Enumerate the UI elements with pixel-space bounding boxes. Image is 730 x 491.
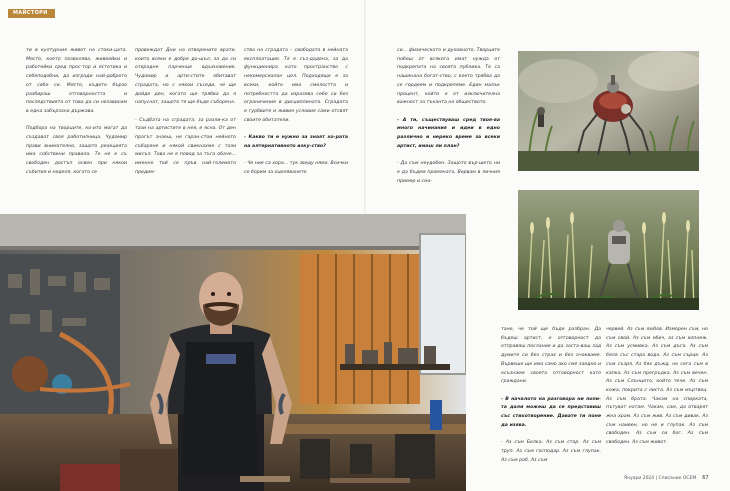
text-column-5 — [501, 326, 601, 474]
paragraph: - Да съм неудобен. Защото вър-шето ни е да бъдем промяната, Вервам в личния пример и сма- — [397, 161, 500, 184]
text-column-6 — [606, 326, 708, 457]
interview-question: - В началото на разговора ни попи-та дали можеш да се представиш със стихотворение. Давате ти поне да изява. — [501, 396, 601, 428]
robot-sculpture-photo — [518, 51, 699, 171]
paragraph: ти в културния живот на стоки-цата. Място, което позволява, живеейки и работейки сред прос-тор и естетика и себеподобни, да изгради най-доброто от себе си. Място, където бързо разбираш отговорността и последствията от това да си независим в една забързана държава. — [26, 48, 127, 114]
page-number: 67 — [702, 475, 709, 481]
page-footer — [624, 475, 709, 481]
grass-robot-photo — [518, 190, 699, 310]
workshop-portrait-photo — [0, 214, 466, 491]
paragraph: Подбора на творците, ко-ито могат да създават своя работилница. Чудомир прави внимателно, защото реакцията има собствени правила. Те не е съ свободен достъп освен при някои събития и неделя, когато се — [26, 126, 127, 175]
interview-question: - А ти, съществуваш сред твоя-ва много начинания и идеи в едно различно и нереко време за всеки артист, имаш ли план? — [397, 117, 500, 149]
section-tag: МАЙСТОРИ — [8, 9, 55, 18]
paragraph: провеждат Дни на отворените врати, които всеки е добре до-шъл, за да си открадне парченце вдъхновение. Чудомир и арти-стите обитават сградата, но с някои съседи, че ще дойде ден, когато ще трябва да я напуснат, защото тя ще бъде съборена. — [135, 48, 236, 106]
paragraph: тане, че той ще бъде разбран. Да бъдеш артист, е отговорност да отправяш послание и да заста-ваш зад думите си без страх и без очакваме. Вървеше ще има само ако сме заедно и осъзнаем своята отговорност като граждани. — [501, 327, 601, 385]
paragraph: - Съдбата на сградата, за разли-ка от тази на артистите в нея, е ясна. От ден прагът знаеш, не гаран-стои нейното събаряне и някой свикнахме с тази мисъл. Това не е повод за тъга обаче... именно той се пръв най-големото предим- — [135, 117, 236, 175]
paragraph: си... физическото и духовното. Творците побеш от всякога имат нужда от подкрепата на своята публика. Те са нашинана богат-ство, с което трябва да се гордеем и подкрепяме. Един малък процент, който е от изключителна важност за тъканта на обществото. — [397, 48, 500, 106]
paragraph: - Че ние са хора... тук зведу няма. Всички се борим за оцеляването — [244, 161, 348, 175]
paragraph: ство на сградата – свободата в нейната експлоатация. Тя е съз-дадена, за да функционира като пространство с некомерсиалан цел. Подходяще е за всеки, който има смелостта и потребността да изразява себе си без ограничения в дисциплината. Сградата е гурбвите и живия условия сами отсвят своите обитатели. — [244, 48, 348, 123]
text-column-2 — [135, 47, 236, 186]
text-column-3 — [244, 47, 348, 186]
paragraph: червей. Аз съм любов. Изморен съм, но съм свой. Аз съм обич, аз съм копнеж. Аз съм усмивка. Аз съм дъга. Аз съм бяла със стара вода. Аз съм сърце. Аз съм съзря. Аз бях дъжд, но сега съм в капка. Аз съм прегръдка. Аз съм вечен. Аз съм Слънцето, който тече. Аз съм кожа, покрита с листа. Аз съм мъртвец. Аз съм брата. Чакам на спирката, пътуват натам. Чакам, сам, да отварят жна храм. Аз съм жив. Аз съм дивак. Аз съм наивен, но не и глупак. Аз съм свободен. Аз съм си бог. Аз съм свободен. Аз съм живот. — [606, 327, 708, 446]
issue-label: Януари 2024 | Списание ОСЕМ — [624, 476, 697, 481]
text-column-1 — [26, 47, 127, 186]
text-column-4 — [397, 47, 500, 195]
paragraph: - Аз съм Болка. Аз съм стар. Аз съм труп. Аз съм господар. Аз съм глупак. Аз съм роб. Аз съм — [501, 440, 601, 463]
interview-question: - Какво ти е нужно за знаят хо-рата на алтернативното изку-ство? — [244, 135, 348, 149]
